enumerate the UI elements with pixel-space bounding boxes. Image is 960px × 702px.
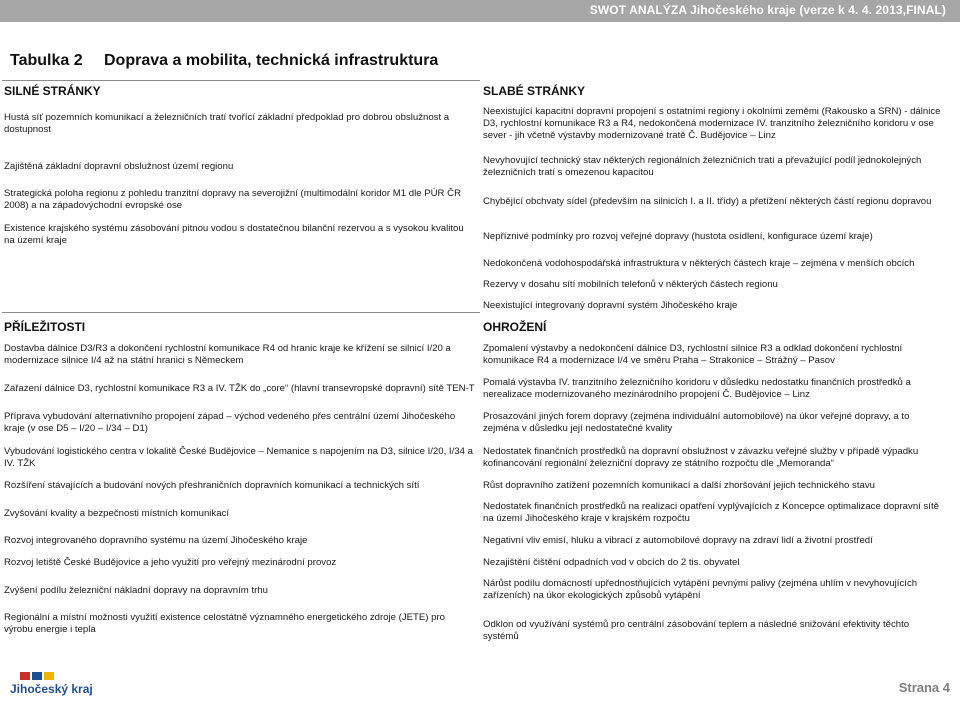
- threat-item: Prosazování jiných forem dopravy (zejména individuální automobilové) na úkor veřejné dopravy, a to zejména v důsledku její nedostatečné kvality: [483, 411, 910, 434]
- weakness-item: Neexistující integrovaný dopravní systém Jihočeského kraje: [483, 300, 738, 311]
- weaknesses-heading: SLABÉ STRÁNKY: [483, 84, 586, 98]
- divider: [2, 312, 480, 313]
- table-title: Doprava a mobilita, technická infrastruktura: [104, 52, 439, 69]
- weakness-item: Rezervy v dosahu sítí mobilních telefonů v některých částech regionu: [483, 279, 778, 290]
- weakness-item: Nepříznivé podmínky pro rozvoj veřejné dopravy (hustota osídlení, konfigurace území kraje): [483, 231, 873, 242]
- opportunity-item: Zařazení dálnice D3, rychlostní komunikace R3 a IV. TŽK do „core“ (hlavní transevropské dopravní) sítě TEN-T: [4, 383, 475, 394]
- weakness-item: Neexistující kapacitní dopravní propojení s ostatními regiony i okolními zeměmi (Rakousko a SRN) - dálnice D3, rychlostní komunikace R3 a R4, nedokončená modernizace IV. tranzitního železničního koridoru v ose sever - jih včetně výstavby modernizované tratě Č. Budějovice – Linz: [483, 106, 941, 141]
- opportunity-item: Příprava vybudování alternativního propojení západ – východ vedeného přes centrální území Jihočeského kraje (v ose D5 – I/20 – I/34 – D1): [4, 411, 456, 434]
- opportunity-item: Dostavba dálnice D3/R3 a dokončení rychlostní komunikace R4 od hranic kraje ke křížení se silnicí I/20 a modernizace silnice I/4 až na státní hranici s Německem: [4, 343, 451, 366]
- document-header-title: SWOT ANALÝZA Jihočeského kraje (verze k 4. 4. 2013,FINAL): [589, 3, 946, 17]
- strength-item: Existence krajského systému zásobování pitnou vodou s dostatečnou bilanční rezervou a s vysokou kvalitou na území kraje: [4, 223, 464, 246]
- opportunity-item: Regionální a místní možnosti využití existence celostátně významného energetického zdroje (JETE) pro výrobu energie i tepla: [4, 612, 445, 635]
- opportunity-item: Vybudování logistického centra v lokalitě České Budějovice – Nemanice s napojením na D3, silnice I/20, I/34 a IV. TŽK: [4, 446, 473, 469]
- opportunities-heading: PŘÍLEŽITOSTI: [4, 320, 86, 334]
- strength-item: Zajištěná základní dopravní obslužnost území regionu: [4, 161, 234, 172]
- weakness-item: Nedokončená vodohospodářská infrastruktura v některých částech kraje – zejména v menších obcích: [483, 258, 915, 269]
- region-logo: [10, 670, 94, 696]
- threat-item: Nárůst podílu domácností upřednostňujících vytápění pevnými palivy (zejména uhlím v nevyhovujících zařízeních) na úkor ekologických způsobů vytápění: [483, 578, 918, 601]
- logo-mark-icon: [20, 670, 72, 682]
- threat-item: Nedostatek finančních prostředků na dopravní obslužnost v závazku veřejné služby v případě výpadku kofinancování regionální železniční dopravy ze státního rozpočtu dle „Memoranda“: [483, 446, 919, 469]
- opportunity-item: Rozvoj letiště České Budějovice a jeho využití pro veřejný mezinárodní provoz: [4, 557, 337, 568]
- logo-text: Jihočeský kraj: [10, 682, 93, 696]
- divider: [2, 80, 480, 81]
- threat-item: Nedostatek finančních prostředků na realizaci opatření vyplývajících z Koncepce optimalizace dopravní sítě na území Jihočeského kraje v krajském rozpočtu: [483, 501, 939, 524]
- strengths-heading: SILNÉ STRÁNKY: [4, 84, 101, 98]
- threat-item: Pomalá výstavba IV. tranzitního železničního koridoru v důsledku nedostatku finančních prostředků a nerealizace modernizovaného mezinárodního propojení Č. Budějovice – Linz: [483, 377, 911, 400]
- opportunity-item: Rozvoj integrovaného dopravního systému na území Jihočeského kraje: [4, 535, 308, 546]
- opportunity-item: Rozšíření stávajících a budování nových přeshraničních dopravních komunikací a technických sítí: [4, 480, 420, 491]
- weakness-item: Chybějící obchvaty sídel (především na silnicích I. a II. třídy) a přetížení některých částí regionu dopravou: [483, 196, 932, 207]
- threat-item: Růst dopravního zatížení pozemních komunikací a další zhoršování jejich technického stavu: [483, 480, 875, 491]
- strength-item: Hustá síť pozemních komunikací a železničních tratí tvořící základní předpoklad pro dobrou obslužnost a dostupnost: [4, 112, 450, 135]
- threat-item: Zpomalení výstavby a nedokončení dálnice D3, rychlostní silnice R3 a odklad dokončení rychlostní komunikace R4 a modernizace I/4 ve směru Praha – Strakonice – Strážný – Pasov: [483, 343, 903, 366]
- table-number: Tabulka 2: [10, 52, 83, 69]
- weakness-item: Nevyhovující technický stav některých regionálních železničních tratí a převažující podíl jednokolejných železničních tratí s omezenou kapacitou: [483, 155, 922, 178]
- threat-item: Odklon od využívání systémů pro centrální zásobování teplem a následné snižování efektivity těchto systémů: [483, 619, 910, 642]
- threat-item: Negativní vliv emisí, hluku a vibrací z automobilové dopravy na zdraví lidí a životní prostředí: [483, 535, 873, 546]
- threat-item: Nezajištění čištění odpadních vod v obcích do 2 tis. obyvatel: [483, 557, 740, 568]
- page-number: Strana 4: [898, 680, 950, 695]
- threats-heading: OHROŽENÍ: [483, 320, 547, 334]
- opportunity-item: Zvýšení podílu železniční nákladní dopravy na dopravním trhu: [4, 585, 268, 596]
- strength-item: Strategická poloha regionu z pohledu tranzitní dopravy na severojižní (multimodální koridor M1 dle PÚR ČR 2008) a na západovýchodní evropské ose: [4, 188, 461, 211]
- opportunity-item: Zvyšování kvality a bezpečnosti místních komunikací: [4, 508, 230, 519]
- header-bar: [0, 0, 960, 22]
